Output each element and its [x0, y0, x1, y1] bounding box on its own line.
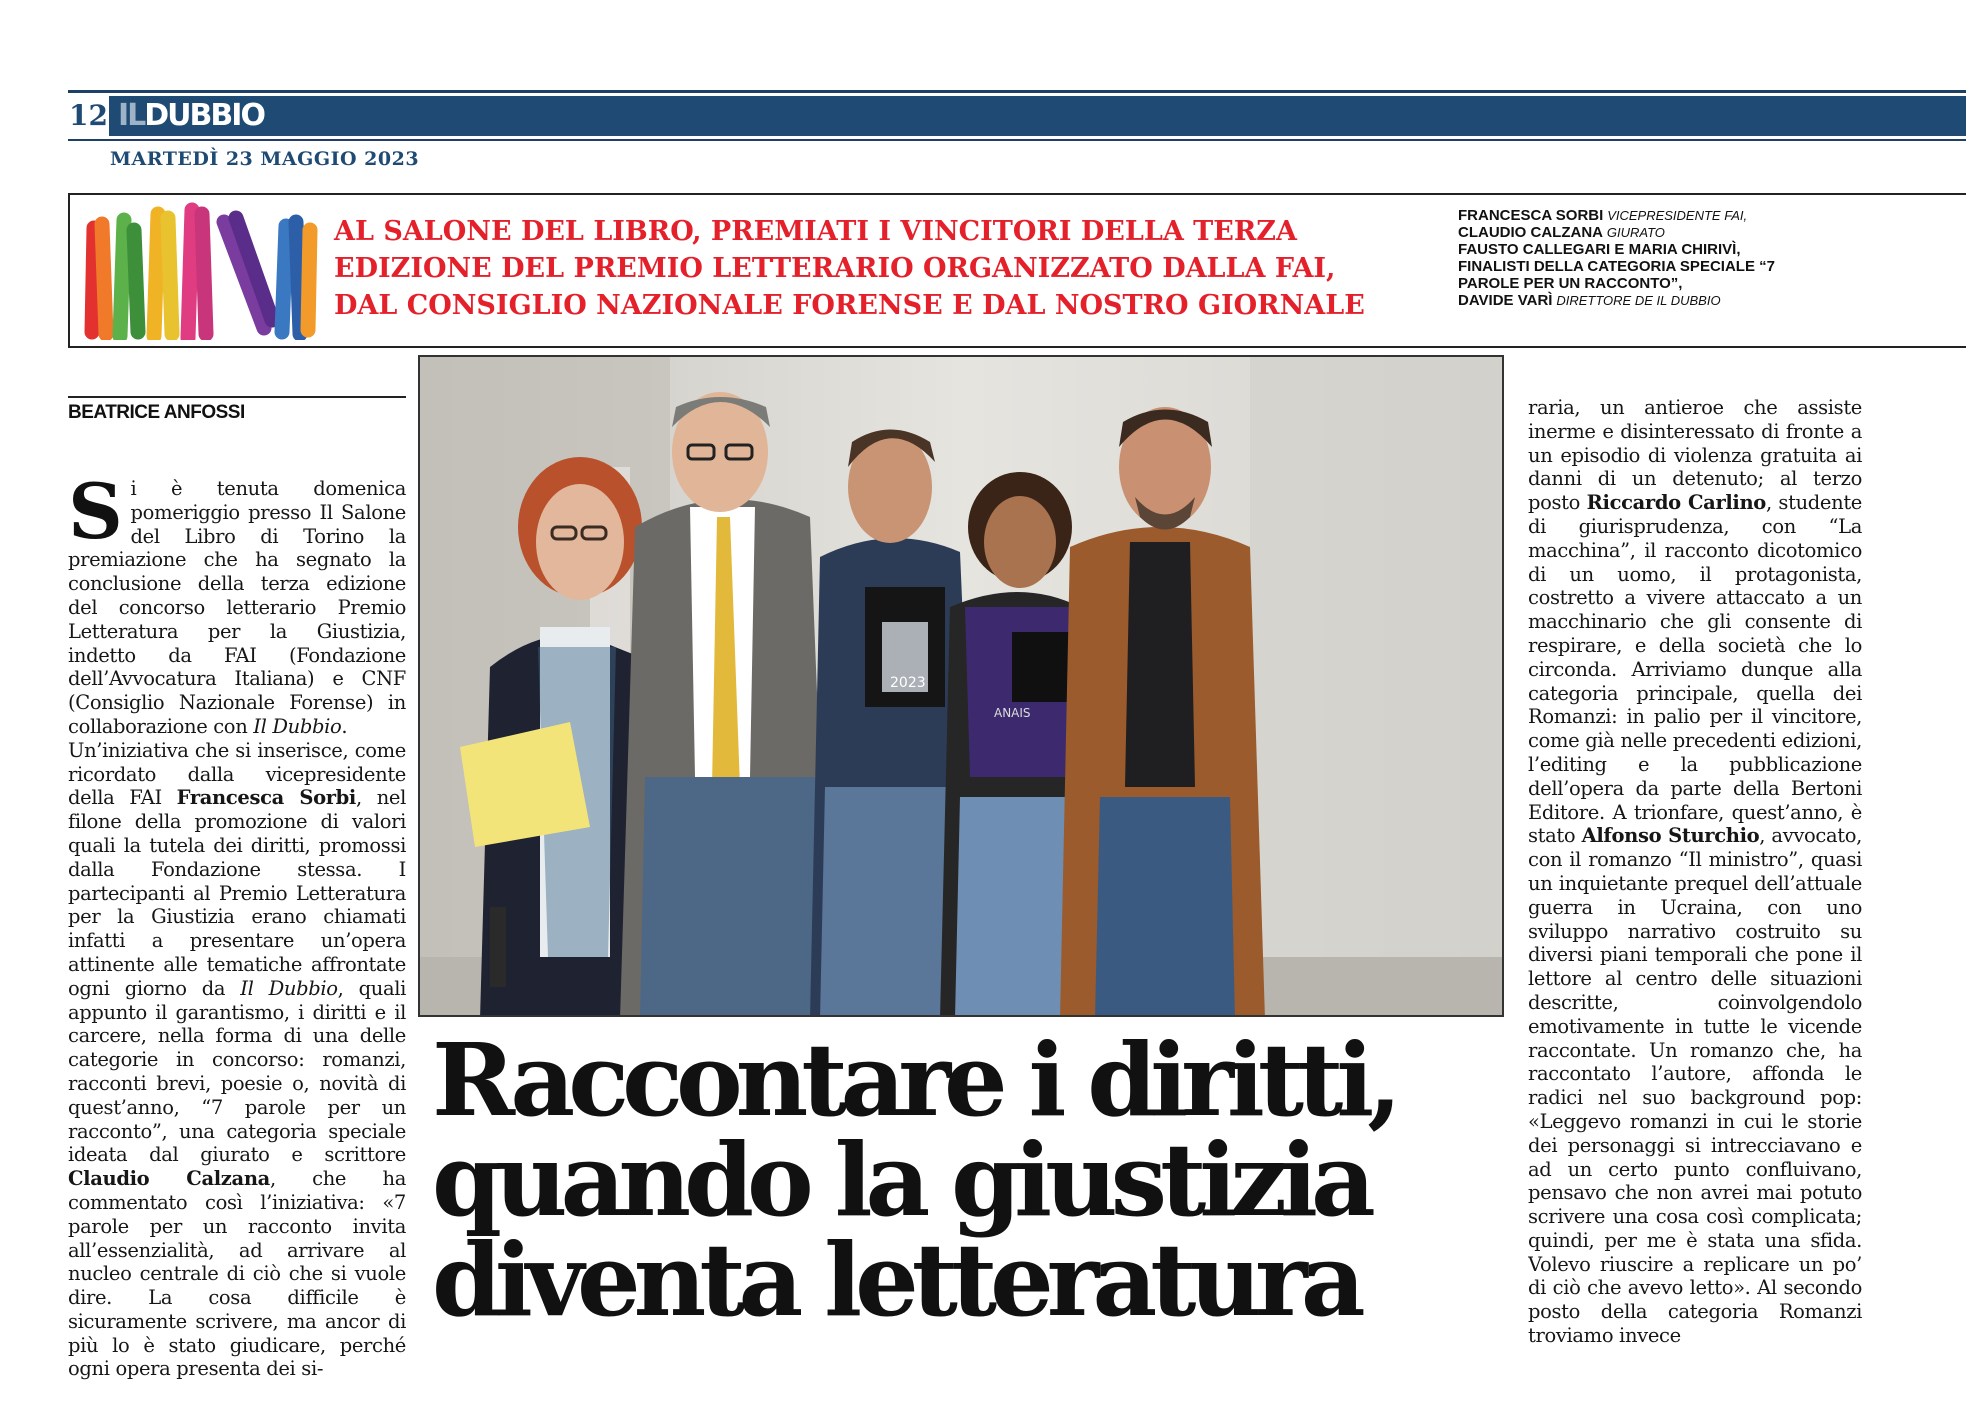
issue-date: MARTEDÌ 23 MAGGIO 2023: [110, 148, 420, 170]
article-paragraph: [68, 739, 406, 1382]
text-run: , che ha commentato così l’iniziativa: «7 parole per un racconto invita all’essenzialità, ad arrivare al nucleo centrale di ciò che si vuole dire. La cosa difficile è sicuramente scrivere, ma ancor di più lo è stato giudicare, perché ogni opera presenta dei si-: [68, 1167, 406, 1381]
text-run: raria, un antieroe che assiste inerme e disinteressato di fronte a un episodio di violenza gratuita ai danni di un detenuto; al terzo posto: [1528, 396, 1862, 515]
article-byline: BEATRICE ANFOSSI: [68, 402, 245, 423]
caption-role: VICEPRESIDENTE FAI,: [1607, 208, 1748, 223]
caption-role: GIURATO: [1606, 225, 1665, 240]
newspaper-name: Il Dubbio: [240, 976, 338, 1000]
banner-headline-line: EDIZIONE DEL PREMIO LETTERARIO ORGANIZZATO DALLA FAI,: [334, 253, 1336, 284]
person-name: Francesca Sorbi: [176, 786, 356, 810]
title-line: diventa letteratura: [432, 1221, 1359, 1339]
byline-rule: [68, 396, 406, 398]
banner-headline: [334, 213, 1434, 324]
text-run: , studente di giurisprudenza, con “La macchina”, il racconto dicotomico di un uomo, il protagonista, costretto a vivere attaccato a un macchinario che gli consente di respirare, e della società che lo circonda. Arriviamo dunque alla categoria principale, quella dei Romanzi: in palio per il vincitore, come già nelle precedenti edizioni, l’editing e la pubblicazione dell’opera da parte della Bertoni Editore. A trionfare, quest’anno, è stato: [1528, 491, 1862, 848]
text-run: Un’iniziativa che si inserisce, come ricordato dalla vicepresidente della FAI: [68, 738, 406, 810]
article-photo: [418, 355, 1504, 1017]
trophy-label: 2023: [890, 675, 926, 691]
caption-role: DIRETTORE DE IL DUBBIO: [1556, 293, 1721, 308]
caption-name: FAUSTO CALLEGARI E MARIA CHIRIVÌ, FINALISTI DELLA CATEGORIA SPECIALE “7 PAROLE PER UN RACCONTO”,: [1458, 241, 1775, 292]
banner-headline-line: DAL CONSIGLIO NAZIONALE FORENSE E DAL NOSTRO GIORNALE: [334, 290, 1365, 321]
caption-line: [1458, 292, 1798, 309]
article-paragraph: [68, 477, 406, 739]
logo-name: DUBBIO: [144, 98, 264, 133]
title-line: quando la giustizia: [432, 1121, 1369, 1239]
caption-name: DAVIDE VARÌ: [1458, 292, 1553, 309]
caption-name: FRANCESCA SORBI: [1458, 207, 1604, 224]
masthead-bottom-rule: [68, 139, 1966, 141]
group-photo-illustration: [420, 357, 1504, 1017]
shirt-print: ANAIS: [994, 706, 1031, 720]
text-run: , nel filone della promozione di valori quali la tutela dei diritti, promossi dalla Fondazione stessa. I partecipanti al Premio Letteratura per la Giustizia erano chiamati infatti a presentare un’opera attinente alle tematiche affrontate ogni giorno da: [68, 786, 406, 1000]
caption-line: [1458, 207, 1798, 224]
person-name: Alfonso Sturchio: [1581, 824, 1760, 848]
photo-captions: [1458, 207, 1798, 309]
article-column-left: [68, 477, 406, 1418]
logo-prefix: IL: [118, 98, 145, 133]
newspaper-logo[interactable]: [118, 96, 264, 136]
caption-line: [1458, 224, 1798, 241]
article-column-right: [1528, 396, 1862, 1418]
person-name: Claudio Calzana: [68, 1167, 270, 1191]
article-title: [432, 1021, 1522, 1339]
banner-headline-line: AL SALONE DEL LIBRO, PREMIATI I VINCITORI DELLA TERZA: [334, 216, 1297, 247]
newspaper-name: Il Dubbio: [253, 714, 342, 738]
person-name: Riccardo Carlino: [1586, 491, 1766, 515]
books-icon: [80, 200, 320, 340]
article-paragraph: [1528, 396, 1862, 1348]
caption-name: CLAUDIO CALZANA: [1458, 224, 1603, 241]
text-run: .: [341, 714, 348, 738]
masthead-bar: [68, 96, 1966, 136]
masthead-top-rule: [68, 90, 1966, 93]
text-run: , quali appunto il garantismo, i diritti e il carcere, nella forma di una delle categorie in concorso: romanzi, racconti brevi, poesie o, novità di quest’anno, “7 parole per un racconto”, una categoria speciale ideata dal giurato e scrittore: [68, 976, 406, 1167]
caption-line: [1458, 241, 1798, 292]
text-run: , avvocato, con il romanzo “Il ministro”, quasi un inquietante prequel dell’attuale guerra in Ucraina, con uno sviluppo narrativo costruito su diversi piani temporali che pone il lettore al centro delle situazioni descritte, coinvolgendolo emotivamente in tutte le vicende raccontate. Un romanzo che, ha raccontato l’autore, affonda le radici nel suo background pop: «Leggevo romanzi in cui le storie dei personaggi si intrecciavano e ad un certo punto confluivano, pensavo che non avrei mai potuto scrivere una cosa così complicata; quindi, per me è stata una sfida. Volevo riuscire a replicare un po’ di ciò che avevo letto». Al secondo posto della categoria Romanzi troviamo invece: [1528, 824, 1862, 1348]
text-run: i è tenuta domenica pomeriggio presso Il Salone del Libro di Torino la premiazione che ha segnato la conclusione della terza edizione del concorso letterario Premio Letteratura per la Giustizia, indetto da FAI (Fondazione dell’Avvocatura Italiana) e CNF (Consiglio Nazionale Forense) in collaborazione con: [68, 477, 406, 738]
page-number: 12: [68, 96, 112, 136]
drop-cap: S: [68, 477, 123, 556]
title-line: Raccontare i diritti,: [432, 1021, 1396, 1139]
